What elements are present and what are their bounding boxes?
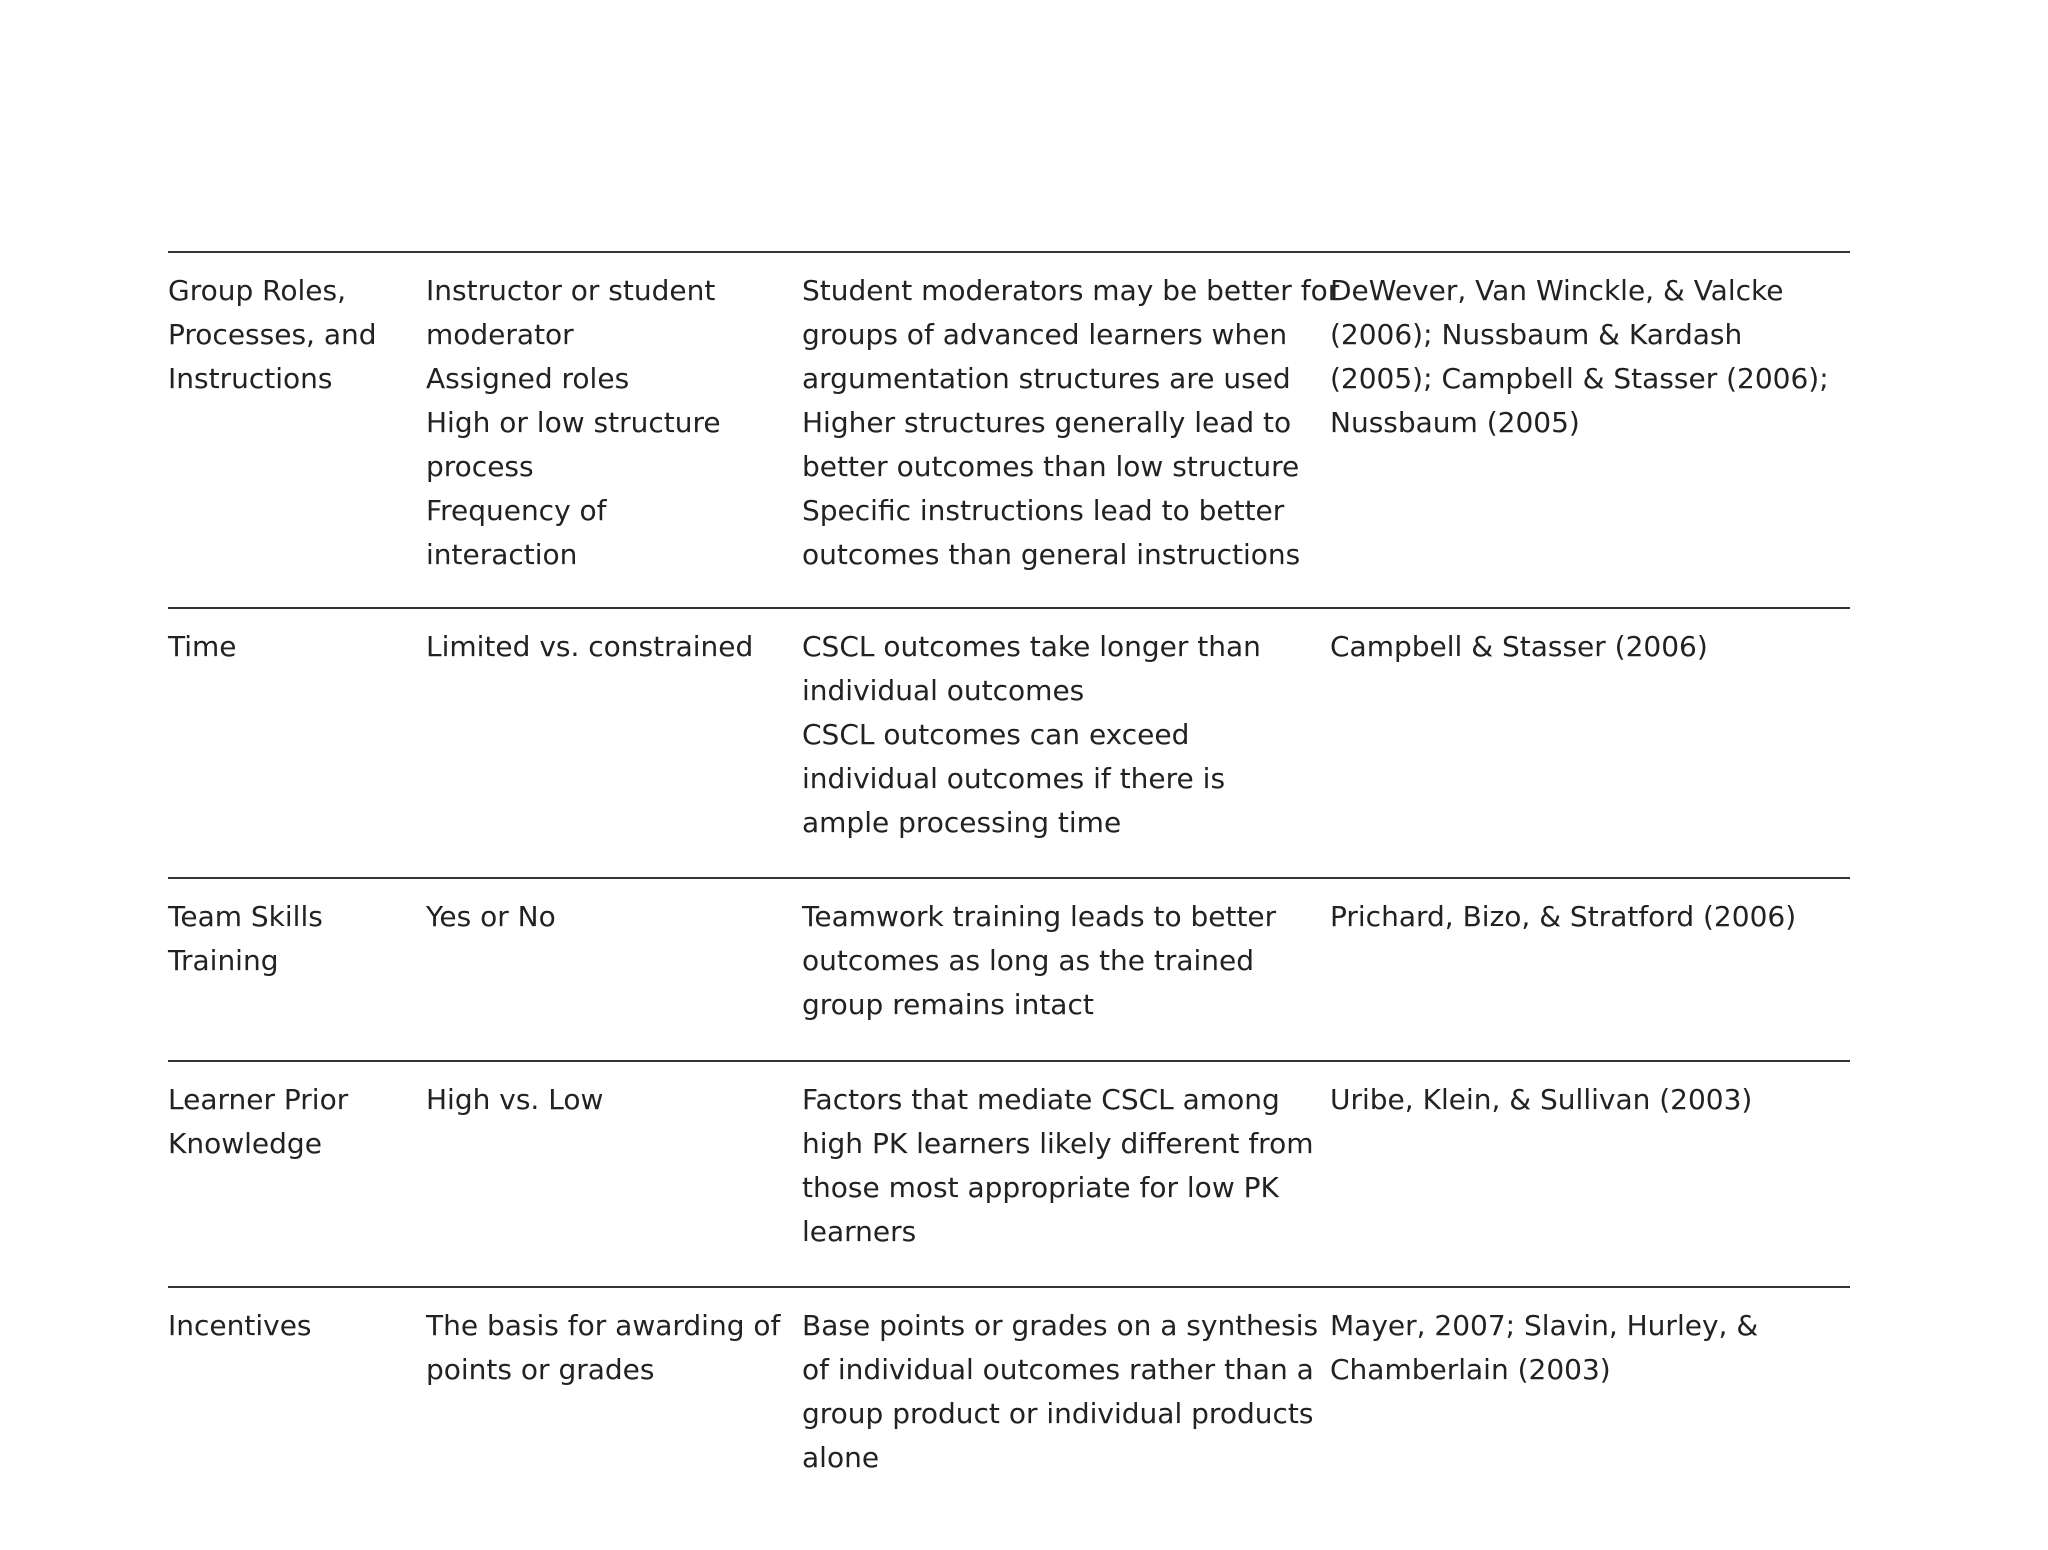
factor-cell	[168, 625, 426, 877]
cell-text: Chamberlain (2003)	[1330, 1353, 1611, 1386]
cell-text: group remains intact	[802, 988, 1094, 1021]
cell-text: individual outcomes	[802, 674, 1085, 707]
table-row	[168, 609, 1850, 879]
cell-text: Yes or No	[426, 900, 556, 933]
cell-text: The basis for awarding of	[426, 1309, 781, 1342]
variable-cell	[426, 269, 802, 607]
cell-text: Campbell & Stasser (2006)	[1330, 630, 1708, 663]
sources-cell	[1330, 625, 1850, 877]
finding-cell	[802, 1078, 1330, 1286]
table-row	[168, 1288, 1850, 1514]
table-row	[168, 1062, 1850, 1288]
variable-cell	[426, 1304, 802, 1514]
cell-text: Group Roles,	[168, 274, 346, 307]
cell-text: Training	[168, 944, 279, 977]
table-row	[168, 253, 1850, 609]
cell-text: Knowledge	[168, 1127, 322, 1160]
cell-text: group product or individual products	[802, 1397, 1314, 1430]
cell-text: better outcomes than low structure	[802, 450, 1300, 483]
cell-text: Mayer, 2007; Slavin, Hurley, &	[1330, 1309, 1759, 1342]
cell-text: Higher structures generally lead to	[802, 406, 1292, 439]
cscl-factors-table	[168, 251, 1850, 1514]
cell-text: outcomes than general instructions	[802, 538, 1301, 571]
cell-text: Specific instructions lead to better	[802, 494, 1285, 527]
factor-cell	[168, 1078, 426, 1286]
cell-text: Time	[168, 630, 237, 663]
cell-text: Instructions	[168, 362, 333, 395]
cell-text: Nussbaum (2005)	[1330, 406, 1580, 439]
sources-cell	[1330, 1304, 1850, 1514]
finding-cell	[802, 1304, 1330, 1514]
cell-text: of individual outcomes rather than a	[802, 1353, 1314, 1386]
cell-text: Learner Prior	[168, 1083, 349, 1116]
sources-cell	[1330, 269, 1850, 607]
cell-text: Incentives	[168, 1309, 312, 1342]
cell-text: High or low structure	[426, 406, 721, 439]
cell-text: ample processing time	[802, 806, 1122, 839]
cell-text: process	[426, 450, 534, 483]
cell-text: CSCL outcomes can exceed	[802, 718, 1190, 751]
cell-text: Assigned roles	[426, 362, 630, 395]
cell-text: outcomes as long as the trained	[802, 944, 1255, 977]
cell-text: groups of advanced learners when	[802, 318, 1288, 351]
sources-cell	[1330, 895, 1850, 1060]
cell-text: Team Skills	[168, 900, 323, 933]
variable-cell	[426, 1078, 802, 1286]
variable-cell	[426, 895, 802, 1060]
cell-text: Base points or grades on a synthesis	[802, 1309, 1319, 1342]
finding-cell	[802, 895, 1330, 1060]
cell-text: (2005); Campbell & Stasser (2006);	[1330, 362, 1829, 395]
cell-text: moderator	[426, 318, 574, 351]
finding-cell	[802, 269, 1340, 607]
sources-cell	[1330, 1078, 1850, 1286]
cell-text: Student moderators may be better for	[802, 274, 1340, 307]
cell-text: High vs. Low	[426, 1083, 604, 1116]
cell-text: CSCL outcomes take longer than	[802, 630, 1261, 663]
cell-text: Limited vs. constrained	[426, 630, 754, 663]
cell-text: individual outcomes if there is	[802, 762, 1226, 795]
finding-cell	[802, 625, 1330, 877]
cell-text: Uribe, Klein, & Sullivan (2003)	[1330, 1083, 1753, 1116]
cell-text: alone	[802, 1441, 880, 1474]
factor-cell	[168, 1304, 426, 1514]
cell-text: DeWever, Van Winckle, & Valcke	[1330, 274, 1784, 307]
cell-text: Instructor or student	[426, 274, 716, 307]
cell-text: interaction	[426, 538, 578, 571]
cell-text: those most appropriate for low PK	[802, 1171, 1279, 1204]
cell-text: learners	[802, 1215, 917, 1248]
cell-text: Processes, and	[168, 318, 377, 351]
cell-text: points or grades	[426, 1353, 655, 1386]
cell-text: Factors that mediate CSCL among	[802, 1083, 1280, 1116]
factor-cell	[168, 895, 426, 1060]
cell-text: Frequency of	[426, 494, 607, 527]
cell-text: (2006); Nussbaum & Kardash	[1330, 318, 1743, 351]
cell-text: Prichard, Bizo, & Stratford (2006)	[1330, 900, 1797, 933]
table-row	[168, 879, 1850, 1062]
variable-cell	[426, 625, 802, 877]
factor-cell	[168, 269, 426, 607]
cell-text: Teamwork training leads to better	[802, 900, 1277, 933]
cell-text: argumentation structures are used	[802, 362, 1291, 395]
cell-text: high PK learners likely different from	[802, 1127, 1314, 1160]
